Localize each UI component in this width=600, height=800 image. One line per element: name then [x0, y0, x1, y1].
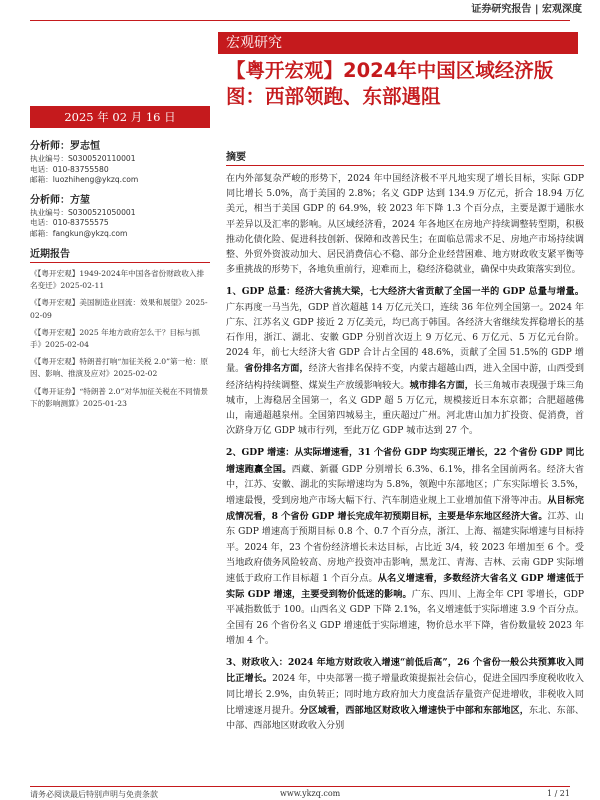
- analyst-email[interactable]: 邮箱：luozhiheng@ykzq.com: [30, 175, 139, 184]
- recent-report-item[interactable]: 《【粤开宏观】2025 年地方政府怎么干？目标与抓手》2025-02-04: [30, 327, 200, 350]
- report-date: 2025 年 02 月 16 日: [30, 106, 210, 128]
- footer-divider: [30, 786, 570, 787]
- summary-point-gdp-growth: [226, 445, 584, 649]
- recent-report-item[interactable]: 《【粤开宏观】1949-2024年中国各省份财政收入排名变迁》2025-02-11: [30, 269, 205, 291]
- analyst-block: [30, 140, 210, 186]
- summary-point-fiscal: [226, 655, 584, 734]
- point-sublead: 从目标完成情况看，8 个省份 GDP 增长完成年初预期目标，主要是华东地区经济大省。: [226, 495, 584, 523]
- point-text: 江苏、山东 GDP 增速高于预期目标 0.8 个、0.7 个百分点，浙江、上海、福建实际增速与目标持平。2024 年，23 个省份经济增长未达目标，占比近 3/4，较 2023 年增加至 6 个。受当地政府债务风险较高、房地产投资冲击影响，黑龙江、青海、吉林、云南 GDP 实际增速低于政府工作目标超 1 个百分点。: [226, 512, 584, 585]
- website-link[interactable]: www.ykzq.com: [280, 789, 341, 798]
- analyst-block: [30, 194, 210, 240]
- left-sidebar: [30, 140, 210, 410]
- analyst-name: 分析师：罗志恒: [30, 141, 100, 152]
- recent-report-item[interactable]: 《【粤开宏观】特朗普打响“加征关税 2.0”第一枪：原因、影响、推演及应对》2025-02-02: [30, 357, 208, 379]
- point-sublead: 从名义增速看，多数经济大省名义 GDP 增速低于实际 GDP 增速，主要受到物价低迷的影响。: [226, 573, 584, 601]
- page-number: 1 / 21: [546, 789, 570, 798]
- point-sublead: 省份排名方面，: [244, 363, 309, 375]
- disclaimer-note: 请务必阅读最后特别声明与免责条款: [30, 790, 158, 799]
- analyst-license: 执业编号：S0300520110001: [30, 154, 136, 163]
- point-sublead: 分区域看，西部地区财政收入增速快于中部和东部地区，: [299, 704, 529, 716]
- recent-report-item[interactable]: 《【粤开宏观】美国制造业回流：效果和展望》2025-02-09: [30, 298, 208, 320]
- recent-reports-heading: 近期报告: [30, 249, 210, 263]
- report-title: 【粤开宏观】2024年中国区域经济版图：西部领跑、东部遇阻: [226, 59, 554, 108]
- page-footer: [30, 786, 570, 800]
- summary-section: [226, 148, 584, 734]
- point-text: 长三角城市表现强于珠三角城市，上海稳居全国第一，名义 GDP 超 5 万亿元，规模接近日本东京都；合肥超越佛山，南通超越泉州。全国第四城易主，重庆超过广州。河北唐山加力扩投资、促消费，首次跻身万亿 GDP 城市行列，至此万亿 GDP 城市达到 27 个。: [226, 380, 584, 437]
- recent-report-item[interactable]: 《【粤开证券】“特朗普 2.0”对华加征关税在不同情景下的影响测算》2025-01-23: [30, 386, 208, 408]
- point-text: 东北、东部、中部、西部地区财政收入分别: [226, 705, 584, 731]
- point-sublead: 城市排名方面，: [409, 379, 474, 391]
- summary-point-gdp-total: [226, 284, 584, 439]
- point-lead: 1、GDP 总量：经济大省挑大梁，七大经济大省贡献了全国一半的 GDP 总量与增量。: [226, 286, 584, 298]
- analyst-email[interactable]: 邮箱：fangkun@ykzq.com: [30, 228, 128, 238]
- analyst-license: 执业编号：S0300521050001: [30, 207, 136, 217]
- point-lead: 3、财政收入：2024 年地方财政收入增速“前低后高”，26 个省份一般公共预算收入同比正增长。: [226, 657, 584, 685]
- analyst-phone: 电话：010-83755580: [30, 164, 109, 174]
- section-banner: 宏观研究: [218, 32, 578, 54]
- point-text: 2024 年，中央部署一揽子增量政策提振社会信心，促进全国四季度税收收入同比增长 2.9%，由负转正；同时地方政府加大力度盘活存量资产促进增收，非税收入同比增速逐月提升。: [226, 674, 584, 716]
- report-type-tag: 证券研究报告 | 宏观深度: [463, 0, 590, 20]
- analyst-phone: 电话：010-83755575: [30, 218, 109, 227]
- point-text: 广东再度一马当先，GDP 首次超越 14 万亿元关口，连续 36 年位列全国第一。2024 年广东、江苏名义 GDP 接近 2 万亿美元，均已高于韩国。各经济大省继续发挥稳增长的基石作用，浙江、湖北、安徽 GDP 分别首次迈上 9 万亿元、6 万亿元、5 万亿元台阶。2024 年，前七大经济大省 GDP 合计占全国的 48.6%，贡献了全国 51.5%的 GDP 增量。: [226, 302, 584, 375]
- analyst-name: 分析师：方堃: [30, 194, 90, 206]
- header-divider: [30, 20, 570, 21]
- header-bar: [0, 0, 600, 22]
- point-text: 经济大省排名保持不变，内蒙古超越山西，进入全国中游，山西受到经济结构持续调整、煤炭生产放缓影响较大。: [226, 364, 584, 391]
- point-lead: 2、GDP 增速：从实际增速看，31 个省份 GDP 均实现正增长，22 个省份 GDP 同比增速跑赢全国。: [226, 447, 584, 475]
- point-text: 广东、四川、上海全年 CPI 零增长，GDP 平减指数低于 100。山西名义 GDP 下降 2.1%，名义增速低于实际增速 3.9 个百分点。全国有 26 个省份名义 GDP 增速低于实际增速，物价总水平下降，省份数量较 2023 年增加 4 个。: [226, 590, 585, 646]
- summary-intro: 在内外部复杂严峻的形势下，2024 年中国经济极不平凡地实现了增长目标，实际 GDP 同比增长 5.0%，高于美国的 2.8%；名义 GDP 达到 134.9 万亿元，折合 18.94 万亿美元，相当于美国 GDP 的 64.9%，较 2023 年下降 1.3 个百分点，主要是源于通胀水平差异以及汇率的影响。从区域经济看，2024 年各地区在房地产持续调整转型期，积极推动化债化险、促进科技创新、保障和改善民生；在面临总需求不足、房地产市场持续调整、外贸外资波动加大、居民消费信心不稳、部分企业经营困难、地方财政收支紧平衡等多重挑战的形势下，各地负重前行，迎难而上，稳经济稳就业，确保中央政策落实到位。: [226, 174, 584, 276]
- point-text: 西藏、新疆 GDP 分别增长 6.3%、6.1%，排名全国前两名。经济大省中，江苏、安徽、湖北的实际增速均为 5.8%，领跑中东部地区；广东实际增长 3.5%，增速最慢，受到房地产市场大幅下行、汽车制造业规上工业增加值下滑等冲击。: [226, 464, 584, 507]
- summary-heading: 摘要: [226, 148, 584, 166]
